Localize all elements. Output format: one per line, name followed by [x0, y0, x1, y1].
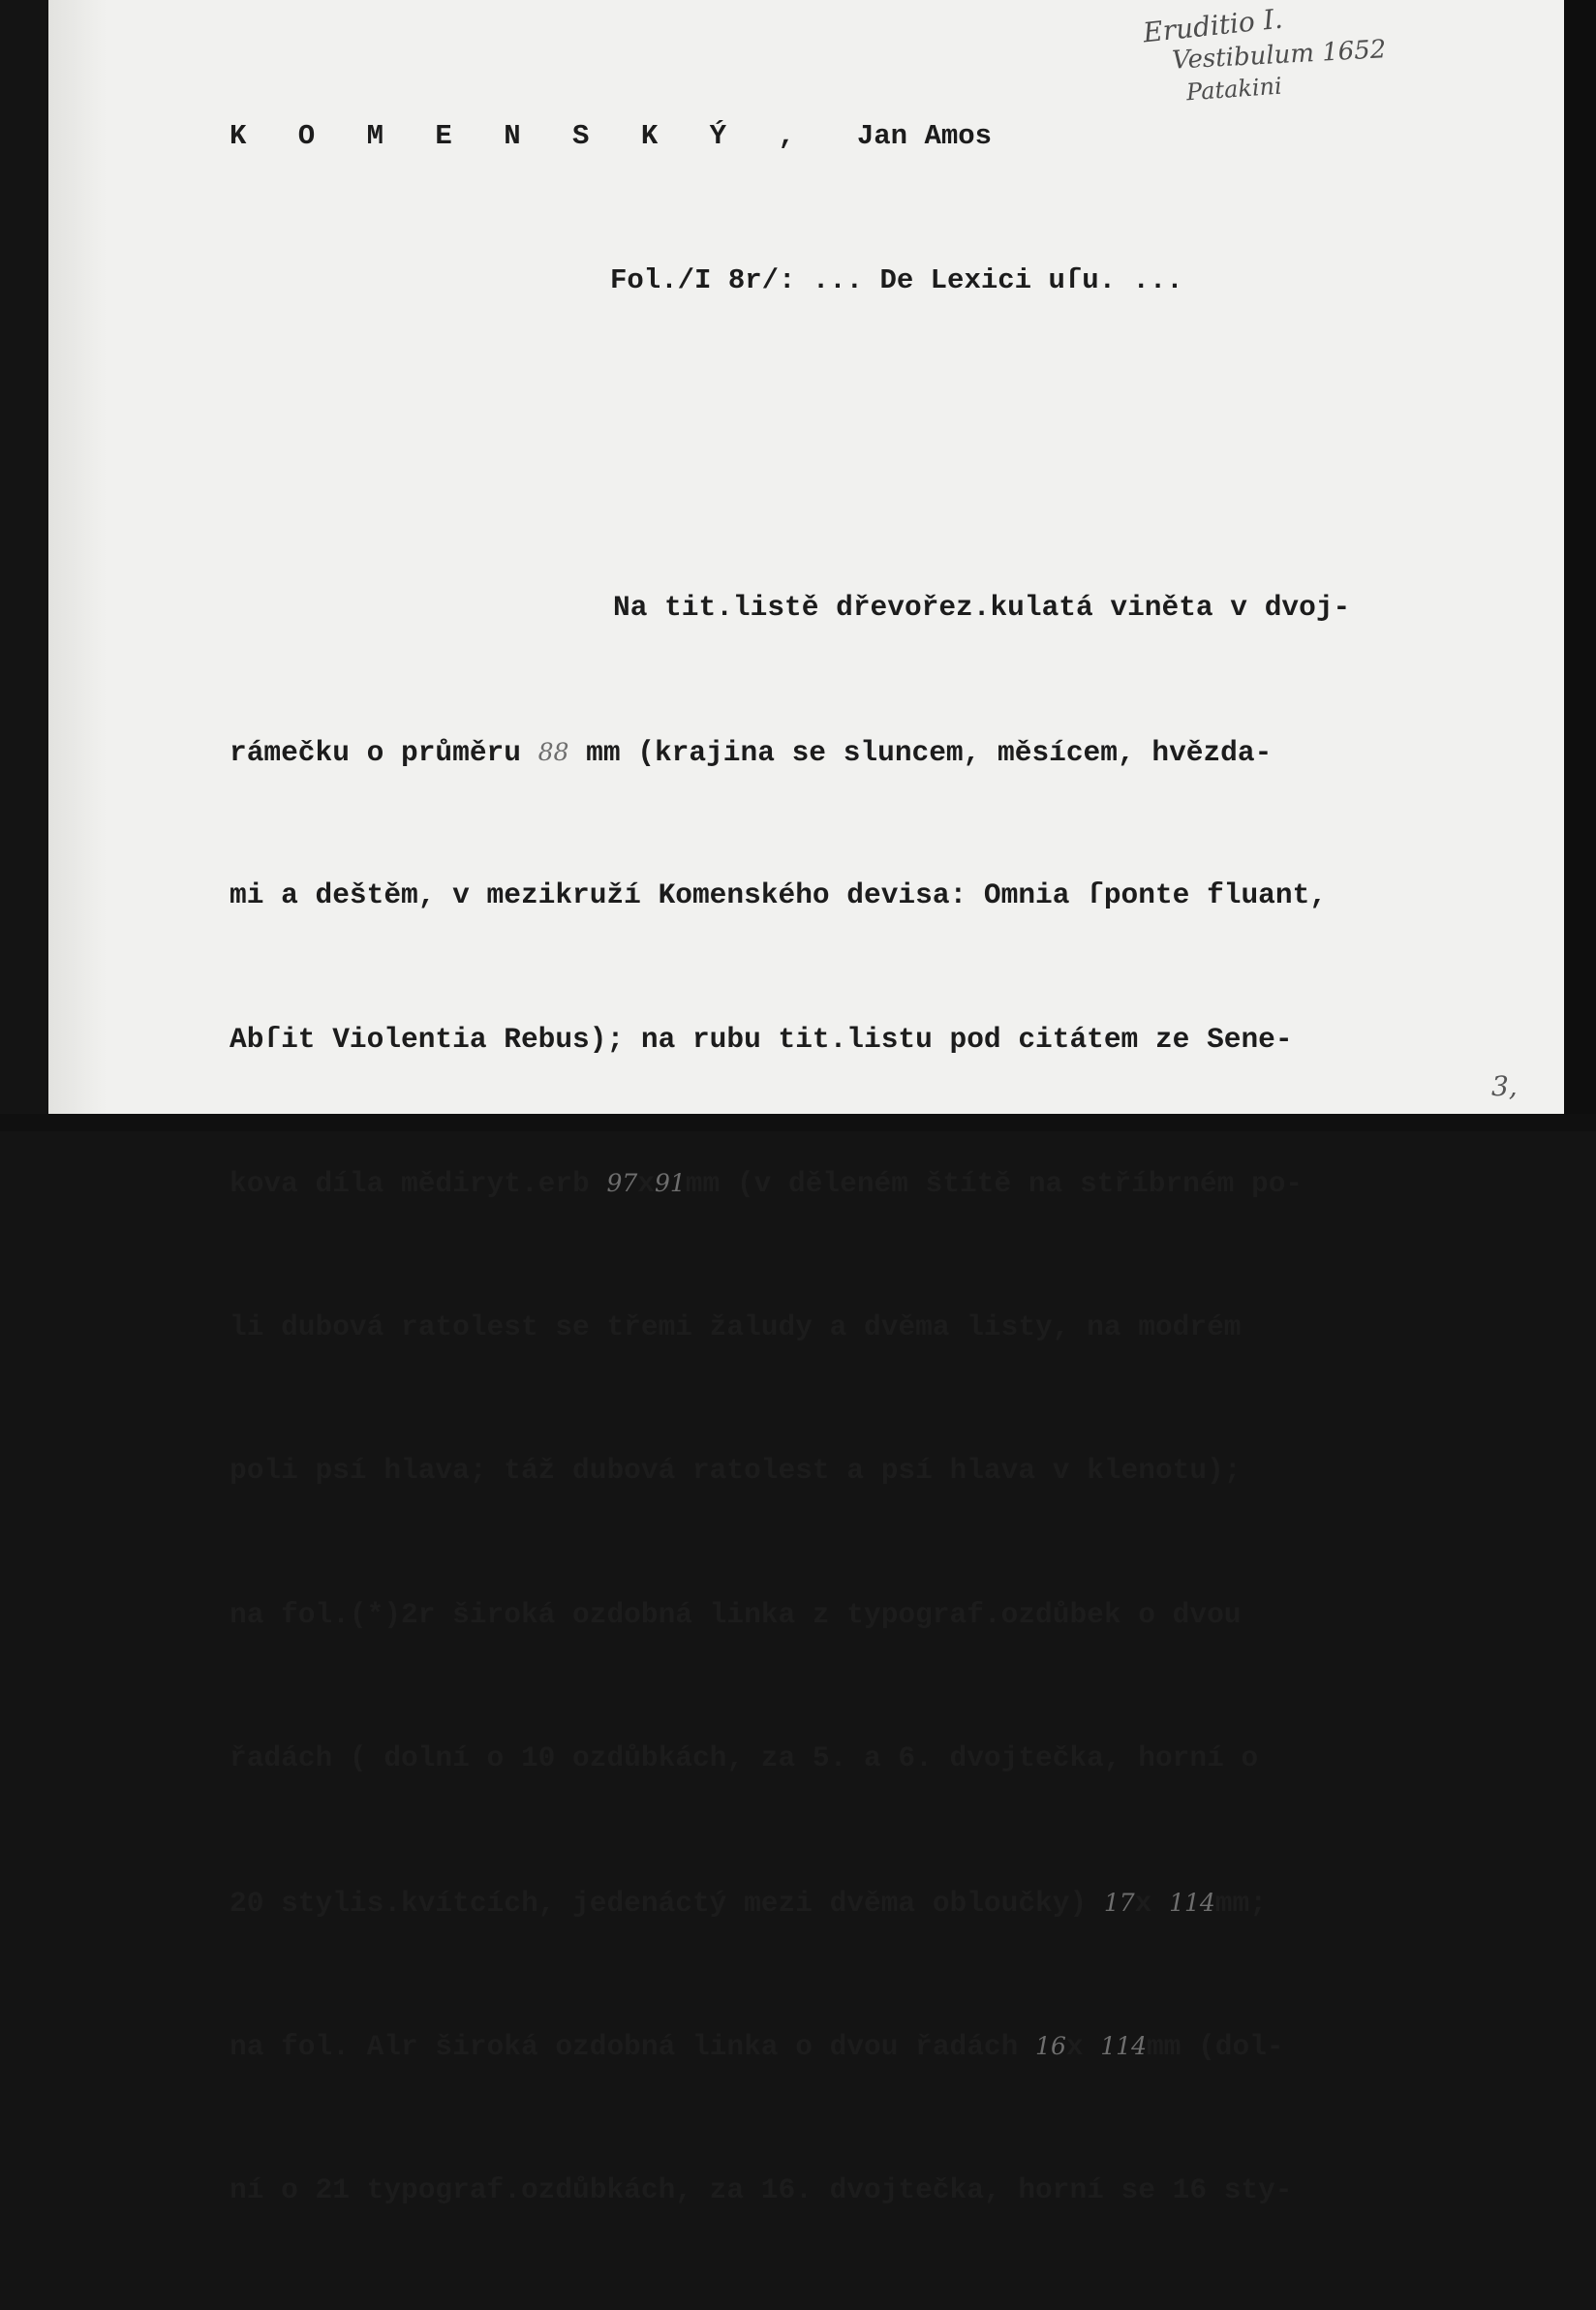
folio-reference: Fol./I 8r/: ... De Lexici uſu. ...: [610, 264, 1183, 296]
author-surname: K O M E N S K Ý ,: [230, 120, 813, 152]
handwritten-insert: 114: [1100, 2032, 1147, 2060]
text-line: poli psí hlava; táž dubová ratolest a psí hlava v klenotu);: [230, 1454, 1242, 1487]
handwritten-insert: 16: [1035, 2032, 1066, 2060]
text-line: rámečku o průměru 88 mm (krajina se sluncem, měsícem, hvězda-: [230, 735, 1273, 769]
text-line: ní o 21 typograf.ozdůbkách, za 16. dvojtečka, horní se 16 sty-: [230, 2172, 1293, 2206]
description-text: [230, 488, 1350, 2310]
scan-border-bottom: [0, 1114, 1596, 1131]
scan-border-right: [1564, 0, 1596, 1131]
text-line: Na tit.listě dřevořez.kulatá viněta v dvoj-: [613, 591, 1351, 624]
handwritten-note-3: Patakini: [1185, 72, 1283, 107]
catalog-card: [48, 0, 1564, 2206]
text-line: na fol.(*)2r široká ozdobná linka z typograf.ozdůbek o dvou: [230, 1597, 1242, 1631]
handwritten-note-2: Vestibulum 1652: [1171, 35, 1388, 76]
text-line: kova díla mědiryt.erb 97x91mm (v děleném štítě na stříbrném po-: [230, 1167, 1304, 1200]
handwritten-insert: 97: [606, 1169, 638, 1197]
page-number: 3,: [1491, 1070, 1518, 1102]
author-heading: [230, 120, 992, 152]
handwritten-insert: 17: [1103, 1888, 1135, 1917]
text-line: řadách ( dolní o 10 ozdůbkách, za 5. a 6. dvojtečka, horní o: [230, 1741, 1259, 1774]
text-line: Abſit Violentia Rebus); na rubu tit.listu pod citátem ze Sene-: [230, 1022, 1293, 1056]
author-given-names: Jan Amos: [856, 120, 993, 152]
handwritten-note-1: Eruditio I.: [1141, 2, 1285, 49]
text-line: 20 stylis.kvítcích, jedenáctý mezi dvěma obloučky) 17x 114mm;: [230, 1886, 1267, 1920]
text-line: mi a deštěm, v mezikruží Komenského devisa: Omnia ſponte fluant,: [230, 878, 1327, 911]
handwritten-insert: 114: [1169, 1888, 1215, 1917]
handwritten-insert: 88: [537, 737, 569, 766]
card-edge-shading: [48, 0, 107, 1114]
handwritten-insert: 91: [654, 1169, 686, 1197]
text-line: li dubová ratolest se třemi žaludy a dvěma listy, na modrém: [230, 1309, 1242, 1343]
text-line: na fol. Alr široká ozdobná linka o dvou řadách 16x 114mm (dol-: [230, 2030, 1284, 2063]
